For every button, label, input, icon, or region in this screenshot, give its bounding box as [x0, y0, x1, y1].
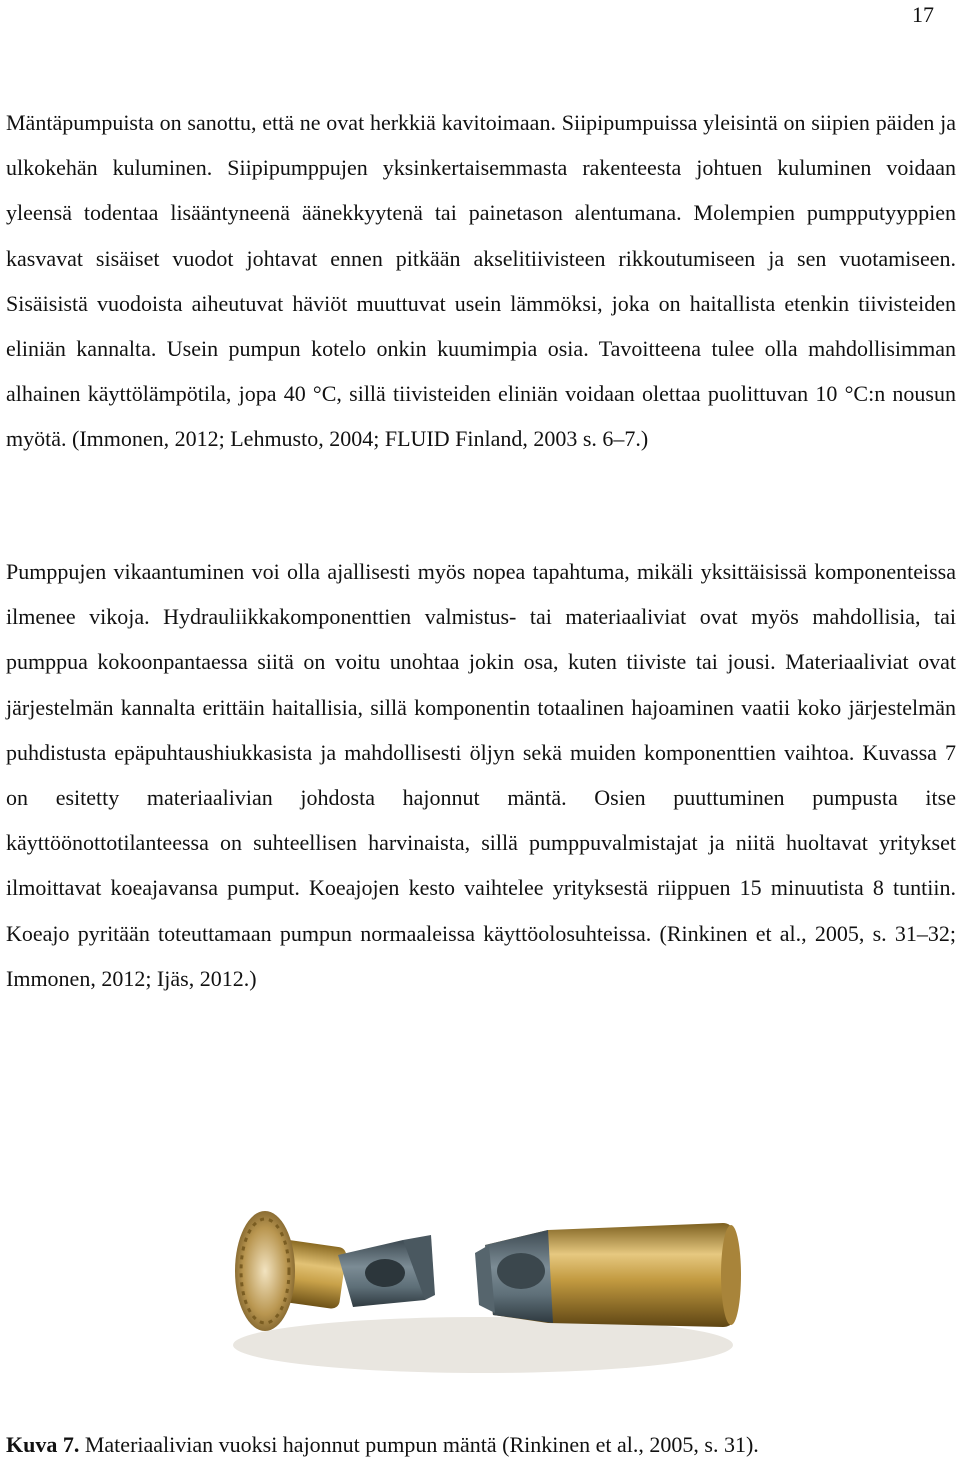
piston-right-fragment	[475, 1223, 741, 1327]
figure-label: Kuva 7.	[6, 1432, 80, 1457]
figure-caption	[6, 1432, 759, 1458]
broken-piston-photo	[203, 1095, 759, 1418]
page-number: 17	[912, 2, 934, 27]
paragraph-1: Mäntäpumpuista on sanottu, että ne ovat herkkiä kavitoimaan. Siipipumpuissa yleisintä on siipien päiden ja ulkokehän kuluminen. Siipipumppujen yksinkertaisemmasta rakenteesta johtuen kuluminen voidaan yleensä todentaa lisääntyneenä äänekkyytenä tai painetason alentumana. Molempien pumpputyyppien kasvavat sisäiset vuodot johtavat ennen pitkään akselitiivisteen rikkoutumiseen ja sen vuotamiseen. Sisäisistä vuodoista aiheutuvat häviöt muuttuvat usein lämmöksi, joka on haitallista etenkin tiivisteiden eliniän kannalta. Usein pumpun kotelo onkin kuumimpia osia. Tavoitteena tulee olla mahdollisimman alhainen käyttölämpötila, jopa 40 °C, sillä tiivisteiden eliniän voidaan olettaa puolittuvan 10 °C:n nousun myötä. (Immonen, 2012; Lehmusto, 2004; FLUID Finland, 2003 s. 6–7.)	[6, 110, 956, 452]
paragraph-2: Pumppujen vikaantuminen voi olla ajallisesti myös nopea tapahtuma, mikäli yksittäisissä komponenteissa ilmenee vikoja. Hydrauliikkakomponenttien valmistus- tai materiaaliviat ovat myös mahdollisia, tai pumppua kokoonpantaessa siitä on voitu unohtaa jokin osa, kuten tiiviste tai jousi. Materiaaliviat ovat järjestelmän kannalta erittäin haitallisia, sillä komponentin totaalinen hajoaminen vaatii koko järjestelmän puhdistusta epäpuhtaushiukkasista ja mahdollisesti öljyn sekä muiden komponenttien vaihtoa. Kuvassa 7 on esitetty materiaalivian johdosta hajonnut mäntä. Osien puuttuminen pumpusta itse käyttöönottotilanteessa on suhteellisen harvinaista, sillä pumppuvalmistajat ja niitä huoltavat yritykset ilmoittavat koeajavansa pumput. Koeajojen kesto vaihtelee yrityksestä riippuen 15 minuutista 8 tuntiin. Koeajo pyritään toteuttamaan pumpun normaaleissa käyttöolosuhteissa. (Rinkinen et al., 2005, s. 31–32; Immonen, 2012; Ijäs, 2012.)	[6, 559, 956, 991]
figure-caption-text: Materiaalivian vuoksi hajonnut pumpun mäntä (Rinkinen et al., 2005, s. 31).	[79, 1432, 759, 1457]
